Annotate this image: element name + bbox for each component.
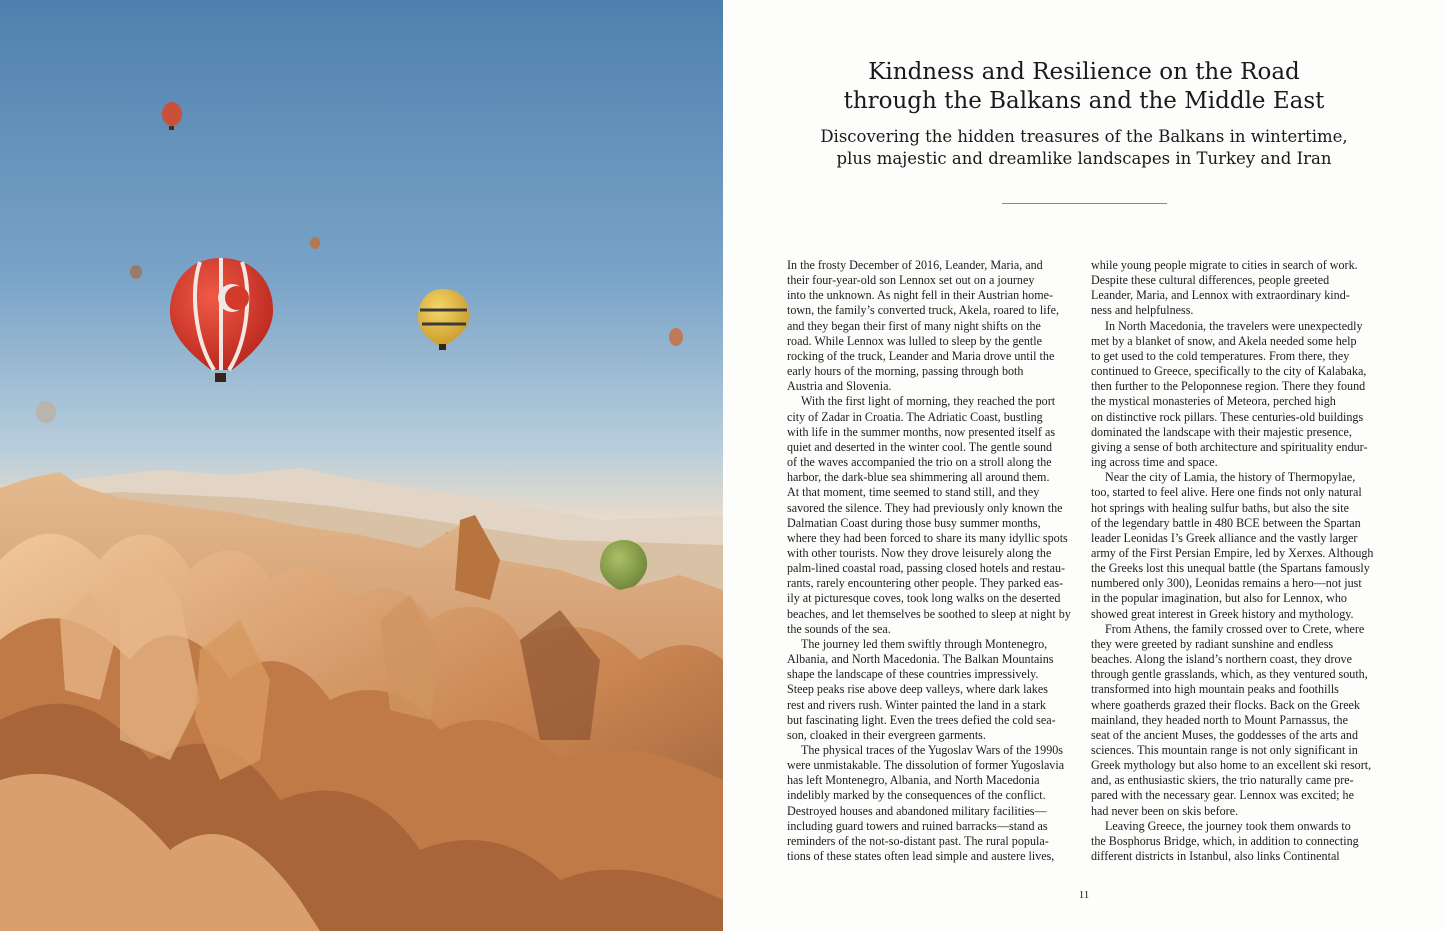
title-divider [1002,203,1167,204]
body-text-line: seat of the ancient Muses, the goddesses of the arts and [1091,727,1358,742]
body-text-line: savored the silence. They had previously only known the [787,500,1063,515]
body-text-line: then further to the Peloponnese region. There they found [1091,379,1366,394]
body-text-line: and, as enthusiastic skiers, the trio naturally came pre- [1091,773,1354,788]
body-text-line: numbered only 300), Leonidas remains a hero—not just [1091,576,1362,591]
body-text-line: hot springs with healing sulfur baths, but also the site [1091,500,1349,515]
body-text-line: beaches, and let themselves be soothed to sleep at night by [787,606,1071,621]
body-text-line: Leaving Greece, the journey took them onwards to [1105,818,1351,833]
article-title [723,58,1445,116]
body-text-line: In the frosty December of 2016, Leander, Maria, and [787,258,1043,272]
body-text-line: they were greeted by radiant sunshine and endless [1091,636,1334,651]
body-text-line: too, started to feel alive. Here one finds not only natural [1091,485,1362,500]
body-text-line: giving a sense of both architecture and spirituality endur- [1091,439,1368,454]
body-text-line: indelibly marked by the consequences of the conflict. [787,788,1046,803]
subtitle-line: plus majestic and dreamlike landscapes in Turkey and Iran [836,149,1332,168]
body-text-line: rants, rarely encountering other people. They parked eas- [787,576,1064,591]
body-text-line: city of Zadar in Croatia. The Adriatic Coast, bustling [787,409,1043,424]
body-text-line: into the unknown. As night fell in their Austrian home- [787,288,1054,303]
body-text-line: pared with the necessary gear. Lennox was excited; he [1091,788,1354,803]
body-text-line: and they began their first of many night shifts on the [787,318,1041,333]
body-text-line: The physical traces of the Yugoslav Wars of the 1990s [801,743,1063,757]
body-text-line: their four-year-old son Lennox set out on a journey [787,273,1035,288]
body-text-line: where they had been forced to share its many idyllic spots [787,530,1068,545]
body-text-line: showed great interest in Greek history and mythology. [1091,606,1354,621]
body-text-line: rest and rivers rush. Winter painted the land in a stark [787,697,1046,712]
body-text-line: At that moment, time seemed to stand still, and they [787,485,1040,500]
body-text-line: ness and helpfulness. [1091,303,1194,318]
body-text-line: tions of these states often lead simple and austere lives, [787,849,1055,864]
body-text-line: son, cloaked in their evergreen garments. [787,727,986,742]
body-text-line: Destroyed houses and abandoned military facilities— [787,803,1047,818]
body-text-line: transformed into high mountain peaks and foothills [1091,682,1339,697]
body-text-line: quiet and deserted in the winter cool. The gentle sound [787,439,1053,454]
body-text-line: sciences. This mountain range is not only significant in [1091,743,1358,757]
body-text-line: Dalmatian Coast during those busy summer months, [787,515,1041,530]
body-text-line: the sounds of the sea. [787,621,891,636]
body-text-line: In North Macedonia, the travelers were unexpectedly [1105,318,1363,333]
body-text-line: The journey led them swiftly through Montenegro, [801,636,1048,651]
text-column-left [787,258,1077,864]
body-text-line: reminders of the not-so-distant past. The rural popula- [787,833,1049,848]
page-number: 11 [1078,889,1090,901]
body-text-line: were unmistakable. The dissolution of former Yugoslavia [787,758,1065,773]
subtitle-line: Discovering the hidden treasures of the Balkans in wintertime, [820,127,1348,146]
article-page [723,0,1445,931]
article-subtitle [723,126,1445,170]
body-text-line: on distinctive rock pillars. These centuries-old buildings [1091,409,1364,424]
body-text-line: including guard towers and ruined barracks—stand as [787,818,1048,833]
body-text-line: through gentle grasslands, which, as they ventured south, [1091,667,1368,682]
body-text-line: beaches. Along the island’s northern coast, they drove [1091,652,1352,667]
body-text-line: of the waves accompanied the trio on a stroll along the [787,455,1052,470]
body-text-line: Near the city of Lamia, the history of Thermopylae, [1105,470,1356,485]
body-text-line: with other tourists. Now they drove leisurely along the [787,545,1052,560]
body-text-line: palm-lined coastal road, passing closed hotels and restau- [787,561,1066,576]
text-column-right [1091,258,1381,864]
body-text-line: in the popular imagination, but also for Lennox, who [1091,591,1347,606]
body-text-line: leader Leonidas I’s Greek alliance and the vastly larger [1091,530,1358,545]
body-text-line: Austria and Slovenia. [787,379,892,394]
body-text-line: road. While Lennox was lulled to sleep by the gentle [787,333,1043,348]
body-text-line: early hours of the morning, passing through both [787,364,1024,379]
body-text-line: dominated the landscape with their majestic presence, [1091,424,1352,439]
body-text-line: different districts in Istanbul, also links Continental [1091,849,1340,864]
body-text-line: the Bosphorus Bridge, which, in addition to connecting [1091,833,1359,848]
title-line: through the Balkans and the Middle East [843,88,1325,114]
body-text-line: had never been on skis before. [1091,803,1239,818]
body-text-line: but fascinating light. Even the trees defied the cold sea- [787,712,1056,727]
body-text-line: of the legendary battle in 480 BCE between the Spartan [1091,515,1361,530]
body-text-line: Greek mythology but also home to an excellent ski resort, [1091,758,1372,773]
body-text-line: With the first light of morning, they reached the port [801,394,1056,409]
body-text-line: Steep peaks rise above deep valleys, where dark lakes [787,682,1048,697]
body-text-line: harbor, the dark-blue sea shimmering all around them. [787,470,1050,485]
body-text-line: has left Montenegro, Albania, and North Macedonia [787,773,1040,788]
body-text-line: rocking of the truck, Leander and Maria drove until the [787,348,1055,363]
body-text-line: Albania, and North Macedonia. The Balkan Mountains [787,652,1054,667]
body-text-line: From Athens, the family crossed over to Crete, where [1105,621,1365,636]
body-text-line: continued to Greece, specifically to the city of Kalabaka, [1091,364,1367,379]
body-text-line: town, the family’s converted truck, Akela, roared to life, [787,303,1060,318]
title-line: Kindness and Resilience on the Road [868,59,1300,85]
body-text-line: met by a blanket of snow, and Akela needed some help [1091,333,1357,348]
body-text-line: to get used to the cold temperatures. From there, they [1091,348,1350,363]
body-text-line: the Greeks lost this unequal battle (the Spartans famously [1091,561,1370,576]
body-text-line: the mystical monasteries of Meteora, perched high [1091,394,1336,409]
body-text-line: army of the First Persian Empire, led by Xerxes. Although [1091,545,1374,560]
body-text-line: shape the landscape of these countries impressively. [787,667,1039,682]
body-text-line: Despite these cultural differences, people greeted [1091,273,1330,288]
body-text-line: ing across time and space. [1091,455,1218,470]
body-text-line: while young people migrate to cities in search of work. [1091,258,1358,272]
body-text-line: with life in the summer months, now presented itself as [787,424,1056,439]
body-text-line: where goatherds grazed their flocks. Back on the Greek [1091,697,1360,712]
body-text-line: mainland, they headed north to Mount Parnassus, the [1091,712,1348,727]
body-text-line: ily at picturesque coves, took long walks on the deserted [787,591,1061,606]
body-text-line: Leander, Maria, and Lennox with extraordinary kind- [1091,288,1350,303]
